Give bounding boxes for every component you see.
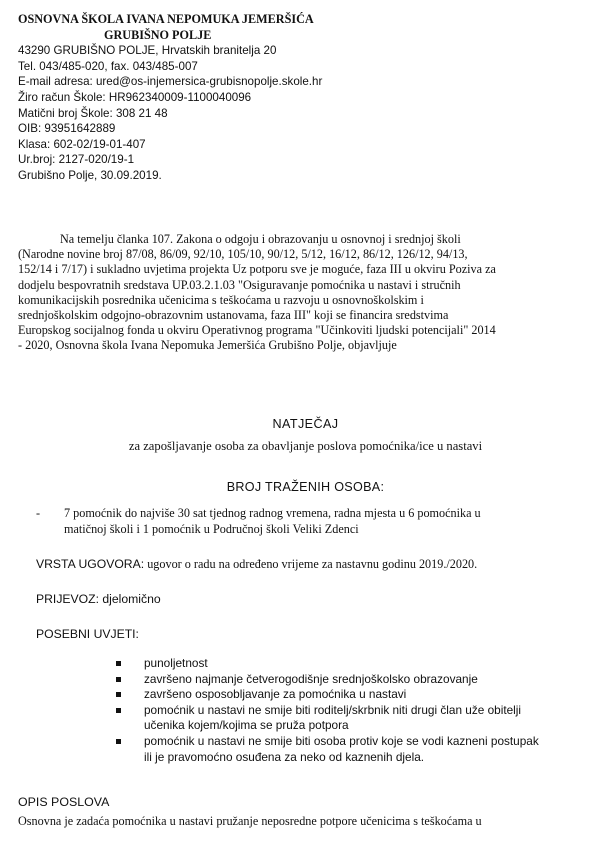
intro-line: 152/14 i 7/17) i sukladno uvjetima projekta Uz potporu sve je moguće, faza III u okviru Poziva za: [18, 262, 496, 277]
contract-label: VRSTA UGOVORA:: [36, 557, 145, 571]
bullet-icon: [116, 739, 121, 744]
count-item: [36, 506, 596, 538]
contract-row: [36, 557, 477, 572]
letterhead: [18, 12, 322, 184]
intro-line: Na temelju članka 107. Zakona o odgoju i obrazovanju u osnovnoj i srednjoj školi: [60, 232, 461, 246]
intro-line: komunikacijskih posrednika učenicima s teškoćama u razvoju u osnovnoškolskim i: [18, 292, 424, 307]
school-account: Žiro račun Škole: HR962340009-1100040096: [18, 90, 252, 104]
bullet-icon: [116, 692, 121, 697]
intro-paragraph: [18, 232, 598, 354]
intro-line: srednjoškolskim odgojno-obrazovnim ustanovama, faza III" koji se financira sredstvima: [18, 308, 449, 323]
urbroj: Ur.broj: 2127-020/19-1: [18, 153, 135, 167]
count-heading: BROJ TRAŽENIH OSOBA:: [226, 480, 385, 494]
conditions-heading: POSEBNI UVJETI:: [36, 627, 139, 641]
school-email: E-mail adresa: ured@os-injemersica-grubisnopolje.skole.hr: [18, 75, 323, 89]
transport-value: djelomično: [98, 592, 161, 606]
klasa: Klasa: 602-02/19-01-407: [18, 137, 146, 151]
place-date: Grubišno Polje, 30.09.2019.: [18, 168, 162, 182]
school-oib: OIB: 93951642889: [18, 122, 116, 136]
list-item: pomoćnik u nastavi ne smije biti roditelj/skrbnik niti drugi član uže obitelji učenika kojem/kojima se pruža potpora: [116, 703, 586, 734]
dash-marker: -: [36, 506, 41, 520]
duties-text: Osnovna je zadaća pomoćnika u nastavi pružanje neposredne potpore učenicima s teškoćama u: [18, 814, 482, 828]
intro-line: - 2020, Osnovna škola Ivana Nepomuka Jemeršića Grubišno Polje, objavljuje: [18, 338, 397, 353]
conditions-list: [116, 656, 586, 765]
school-city: GRUBIŠNO POLJE: [104, 27, 212, 42]
list-item: završeno osposobljavanje za pomoćnika u nastavi: [116, 687, 586, 703]
count-line-1: 7 pomoćnik do najviše 30 sat tjednog radnog vremena, radna mjesta u 6 pomoćnika u: [64, 506, 481, 520]
school-address: 43290 GRUBIŠNO POLJE, Hrvatskih branitelja 20: [18, 44, 277, 58]
duties-heading: OPIS POSLOVA: [18, 795, 110, 809]
intro-line: Europskog socijalnog fonda u okviru Operativnog programa "Učinkoviti ljudski potencijali" 2014: [18, 323, 496, 338]
list-item: završeno najmanje četverogodišnje srednjoškolsko obrazovanje: [116, 672, 586, 688]
contract-value: ugovor o radu na određeno vrijeme za nastavnu godinu 2019./2020.: [144, 557, 478, 571]
natjecaj-heading: NATJEČAJ: [272, 417, 339, 431]
natjecaj-subheading: za zapošljavanje osoba za obavljanje poslova pomoćnika/ice u nastavi: [128, 439, 483, 453]
intro-line: dodjelu bespovratnih sredstava UP.03.2.1.03 "Osiguravanje pomoćnika u nastavi i stručnih: [18, 277, 461, 292]
bullet-icon: [116, 661, 121, 666]
bullet-icon: [116, 677, 121, 682]
count-line-2: matičnoj školi i 1 pomoćnik u Područnoj školi Veliki Zdenci: [64, 521, 359, 536]
school-registry: Matični broj Škole: 308 21 48: [18, 106, 168, 120]
bullet-icon: [116, 708, 121, 713]
list-item: pomoćnik u nastavi ne smije biti osoba protiv koje se vodi kazneni postupak ili je pravomoćno osuđena za neko od kaznenih djela.: [116, 734, 586, 765]
transport-label: PRIJEVOZ:: [36, 592, 99, 606]
list-item: punoljetnost: [116, 656, 586, 672]
school-name: OSNOVNA ŠKOLA IVANA NEPOMUKA JEMERŠIĆA: [18, 12, 314, 26]
transport-row: [36, 592, 161, 606]
intro-line: (Narodne novine broj 87/08, 86/09, 92/10, 105/10, 90/12, 5/12, 16/12, 86/12, 126/12, 94/13,: [18, 247, 468, 262]
school-phone: Tel. 043/485-020, fax. 043/485-007: [18, 59, 198, 73]
